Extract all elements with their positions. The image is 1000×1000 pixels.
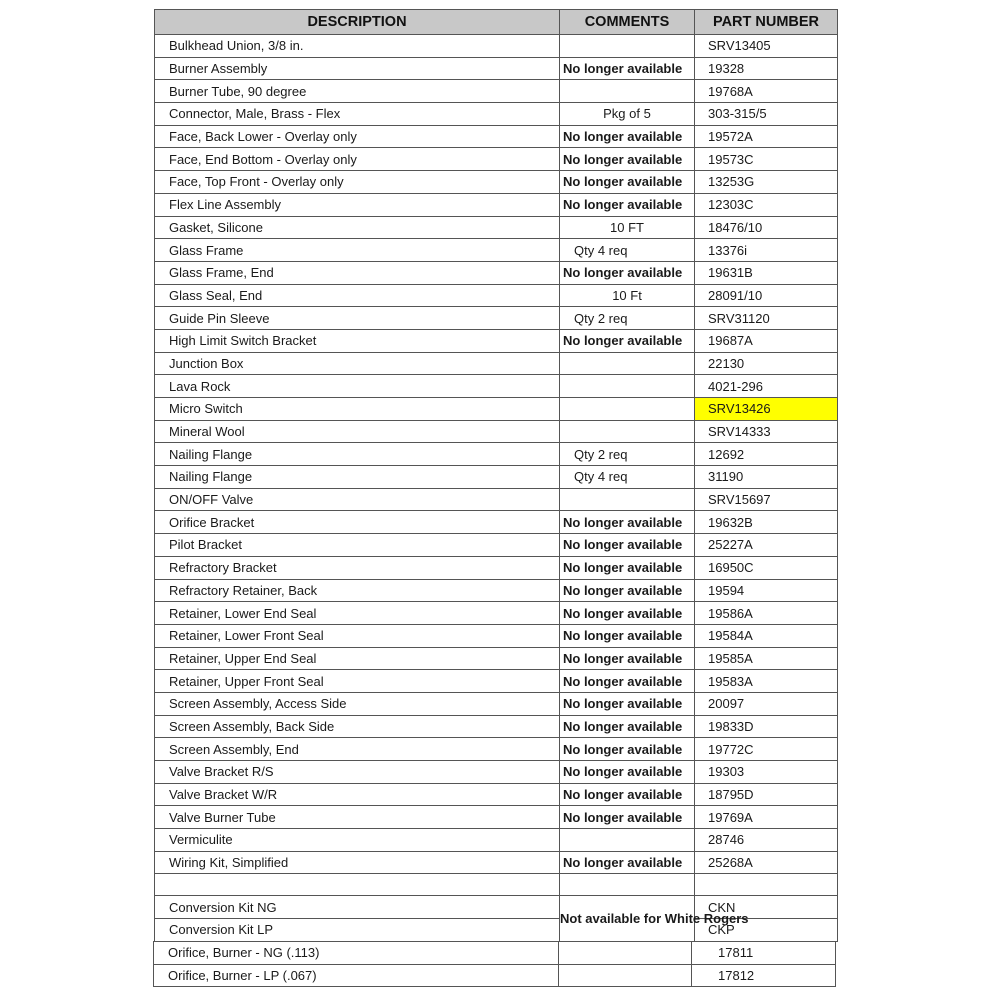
part-description: Screen Assembly, Access Side bbox=[155, 692, 560, 715]
blank-cell bbox=[560, 874, 695, 896]
part-description: Burner Assembly bbox=[155, 57, 560, 80]
part-description: Mineral Wool bbox=[155, 420, 560, 443]
conversion-part-number: CKP bbox=[695, 919, 838, 942]
part-description: Screen Assembly, Back Side bbox=[155, 715, 560, 738]
part-number: 28091/10 bbox=[695, 284, 838, 307]
table-row bbox=[155, 761, 838, 784]
blank-row bbox=[155, 874, 838, 896]
part-number: 19328 bbox=[695, 57, 838, 80]
part-description: Orifice Bracket bbox=[155, 511, 560, 534]
table-row bbox=[155, 352, 838, 375]
parts-table bbox=[154, 9, 838, 942]
part-comment: Qty 4 req bbox=[560, 239, 695, 262]
part-comment: No longer available bbox=[560, 579, 695, 602]
table-row bbox=[155, 443, 838, 466]
part-number-header: PART NUMBER bbox=[695, 10, 838, 35]
table-row bbox=[155, 329, 838, 352]
part-comment bbox=[560, 35, 695, 58]
table-row bbox=[155, 647, 838, 670]
table-row bbox=[155, 602, 838, 625]
part-number: 19594 bbox=[695, 579, 838, 602]
conversion-part-number: CKN bbox=[695, 896, 838, 919]
table-row bbox=[155, 375, 838, 398]
part-description: Gasket, Silicone bbox=[155, 216, 560, 239]
table-row bbox=[155, 738, 838, 761]
part-description: Vermiculite bbox=[155, 829, 560, 852]
part-number: SRV31120 bbox=[695, 307, 838, 330]
part-comment: No longer available bbox=[560, 556, 695, 579]
table-row bbox=[155, 148, 838, 171]
part-description: Glass Seal, End bbox=[155, 284, 560, 307]
part-number: 28746 bbox=[695, 829, 838, 852]
part-number: 12692 bbox=[695, 443, 838, 466]
table-row bbox=[155, 692, 838, 715]
part-number: 19768A bbox=[695, 80, 838, 103]
table-row bbox=[155, 715, 838, 738]
part-number: 19572A bbox=[695, 125, 838, 148]
table-row bbox=[155, 261, 838, 284]
part-description: Wiring Kit, Simplified bbox=[155, 851, 560, 874]
part-description: Nailing Flange bbox=[155, 443, 560, 466]
part-comment: No longer available bbox=[560, 261, 695, 284]
table-row bbox=[155, 284, 838, 307]
part-description: Guide Pin Sleeve bbox=[155, 307, 560, 330]
part-number: 25227A bbox=[695, 534, 838, 557]
part-description: Retainer, Upper End Seal bbox=[155, 647, 560, 670]
part-description: Flex Line Assembly bbox=[155, 193, 560, 216]
table-row bbox=[155, 216, 838, 239]
table-row bbox=[155, 80, 838, 103]
part-description: Retainer, Lower Front Seal bbox=[155, 624, 560, 647]
part-comment: No longer available bbox=[560, 692, 695, 715]
orifice-row bbox=[154, 964, 836, 987]
part-description: Burner Tube, 90 degree bbox=[155, 80, 560, 103]
part-number: 19631B bbox=[695, 261, 838, 284]
table-row bbox=[155, 624, 838, 647]
part-number: 4021-296 bbox=[695, 375, 838, 398]
part-description: High Limit Switch Bracket bbox=[155, 329, 560, 352]
part-number: 19632B bbox=[695, 511, 838, 534]
table-row bbox=[155, 488, 838, 511]
table-row bbox=[155, 466, 838, 489]
part-number: 19586A bbox=[695, 602, 838, 625]
part-number: 19584A bbox=[695, 624, 838, 647]
orifice-description: Orifice, Burner - NG (.113) bbox=[154, 942, 559, 965]
part-comment: Qty 2 req bbox=[560, 307, 695, 330]
part-comment: No longer available bbox=[560, 534, 695, 557]
orifice-section bbox=[153, 941, 835, 987]
table-row bbox=[155, 193, 838, 216]
table-row bbox=[155, 103, 838, 126]
header-row bbox=[155, 10, 838, 35]
orifice-table bbox=[153, 941, 836, 987]
orifice-body bbox=[154, 942, 836, 987]
parts-body bbox=[155, 35, 838, 942]
part-description: Lava Rock bbox=[155, 375, 560, 398]
part-number: 19687A bbox=[695, 329, 838, 352]
part-number: 19585A bbox=[695, 647, 838, 670]
part-description: Glass Frame bbox=[155, 239, 560, 262]
orifice-part-number: 17811 bbox=[692, 942, 836, 965]
part-comment: Qty 2 req bbox=[560, 443, 695, 466]
table-row bbox=[155, 556, 838, 579]
part-number: SRV14333 bbox=[695, 420, 838, 443]
table-row bbox=[155, 420, 838, 443]
part-number: 303-315/5 bbox=[695, 103, 838, 126]
part-description: Screen Assembly, End bbox=[155, 738, 560, 761]
part-number: 16950C bbox=[695, 556, 838, 579]
part-number: 18476/10 bbox=[695, 216, 838, 239]
conversion-comment: Not available for White Rogers bbox=[560, 896, 695, 941]
orifice-comment bbox=[559, 942, 692, 965]
part-number: 20097 bbox=[695, 692, 838, 715]
part-description: Valve Bracket W/R bbox=[155, 783, 560, 806]
part-number: 12303C bbox=[695, 193, 838, 216]
part-number: 18795D bbox=[695, 783, 838, 806]
part-comment: No longer available bbox=[560, 715, 695, 738]
part-comment: No longer available bbox=[560, 806, 695, 829]
part-comment: Pkg of 5 bbox=[560, 103, 695, 126]
blank-cell bbox=[695, 874, 838, 896]
part-comment: No longer available bbox=[560, 851, 695, 874]
part-comment: No longer available bbox=[560, 193, 695, 216]
part-description: Face, End Bottom - Overlay only bbox=[155, 148, 560, 171]
orifice-part-number: 17812 bbox=[692, 964, 836, 987]
highlighted-part-number: SRV13426 bbox=[695, 398, 838, 421]
table-row bbox=[155, 239, 838, 262]
part-comment bbox=[560, 420, 695, 443]
table-row bbox=[155, 398, 838, 421]
comments-header: COMMENTS bbox=[560, 10, 695, 35]
description-header: DESCRIPTION bbox=[155, 10, 560, 35]
part-description: Micro Switch bbox=[155, 398, 560, 421]
part-number: 13253G bbox=[695, 171, 838, 194]
part-comment: 10 FT bbox=[560, 216, 695, 239]
part-description: Valve Burner Tube bbox=[155, 806, 560, 829]
table-row bbox=[155, 171, 838, 194]
part-comment bbox=[560, 80, 695, 103]
part-description: Pilot Bracket bbox=[155, 534, 560, 557]
table-row bbox=[155, 806, 838, 829]
part-description: Face, Back Lower - Overlay only bbox=[155, 125, 560, 148]
part-comment: No longer available bbox=[560, 670, 695, 693]
part-comment: No longer available bbox=[560, 125, 695, 148]
table-row bbox=[155, 35, 838, 58]
part-comment bbox=[560, 398, 695, 421]
part-description: Retainer, Lower End Seal bbox=[155, 602, 560, 625]
orifice-comment bbox=[559, 964, 692, 987]
part-number: 19772C bbox=[695, 738, 838, 761]
table-row bbox=[155, 851, 838, 874]
part-description: Valve Bracket R/S bbox=[155, 761, 560, 784]
part-comment bbox=[560, 375, 695, 398]
table-row bbox=[155, 829, 838, 852]
table-row bbox=[155, 57, 838, 80]
part-comment: No longer available bbox=[560, 329, 695, 352]
part-comment: No longer available bbox=[560, 761, 695, 784]
table-row bbox=[155, 534, 838, 557]
part-description: Connector, Male, Brass - Flex bbox=[155, 103, 560, 126]
part-description: Retainer, Upper Front Seal bbox=[155, 670, 560, 693]
part-number: 19303 bbox=[695, 761, 838, 784]
part-comment bbox=[560, 488, 695, 511]
part-number: 25268A bbox=[695, 851, 838, 874]
part-comment: No longer available bbox=[560, 738, 695, 761]
table-row bbox=[155, 511, 838, 534]
table-row bbox=[155, 579, 838, 602]
part-number: 19769A bbox=[695, 806, 838, 829]
conversion-description: Conversion Kit LP bbox=[155, 919, 560, 942]
table-row bbox=[155, 307, 838, 330]
orifice-description: Orifice, Burner - LP (.067) bbox=[154, 964, 559, 987]
part-comment: Qty 4 req bbox=[560, 466, 695, 489]
part-comment bbox=[560, 352, 695, 375]
part-number: 22130 bbox=[695, 352, 838, 375]
part-comment: 10 Ft bbox=[560, 284, 695, 307]
part-number: SRV13405 bbox=[695, 35, 838, 58]
part-comment: No longer available bbox=[560, 511, 695, 534]
part-comment: No longer available bbox=[560, 57, 695, 80]
part-comment: No longer available bbox=[560, 783, 695, 806]
table-row bbox=[155, 125, 838, 148]
part-description: Junction Box bbox=[155, 352, 560, 375]
part-number: SRV15697 bbox=[695, 488, 838, 511]
part-description: Bulkhead Union, 3/8 in. bbox=[155, 35, 560, 58]
part-comment: No longer available bbox=[560, 624, 695, 647]
part-comment: No longer available bbox=[560, 647, 695, 670]
part-description: Nailing Flange bbox=[155, 466, 560, 489]
part-comment: No longer available bbox=[560, 148, 695, 171]
parts-list-sheet bbox=[154, 9, 837, 942]
conversion-description: Conversion Kit NG bbox=[155, 896, 560, 919]
part-number: 31190 bbox=[695, 466, 838, 489]
conversion-row bbox=[155, 896, 838, 919]
part-description: Face, Top Front - Overlay only bbox=[155, 171, 560, 194]
part-comment: No longer available bbox=[560, 171, 695, 194]
part-number: 19573C bbox=[695, 148, 838, 171]
part-description: Refractory Bracket bbox=[155, 556, 560, 579]
part-comment bbox=[560, 829, 695, 852]
orifice-row bbox=[154, 942, 836, 965]
table-row bbox=[155, 670, 838, 693]
table-row bbox=[155, 783, 838, 806]
part-comment: No longer available bbox=[560, 602, 695, 625]
blank-cell bbox=[155, 874, 560, 896]
part-description: Refractory Retainer, Back bbox=[155, 579, 560, 602]
part-description: Glass Frame, End bbox=[155, 261, 560, 284]
part-number: 19583A bbox=[695, 670, 838, 693]
part-description: ON/OFF Valve bbox=[155, 488, 560, 511]
part-number: 19833D bbox=[695, 715, 838, 738]
part-number: 13376i bbox=[695, 239, 838, 262]
